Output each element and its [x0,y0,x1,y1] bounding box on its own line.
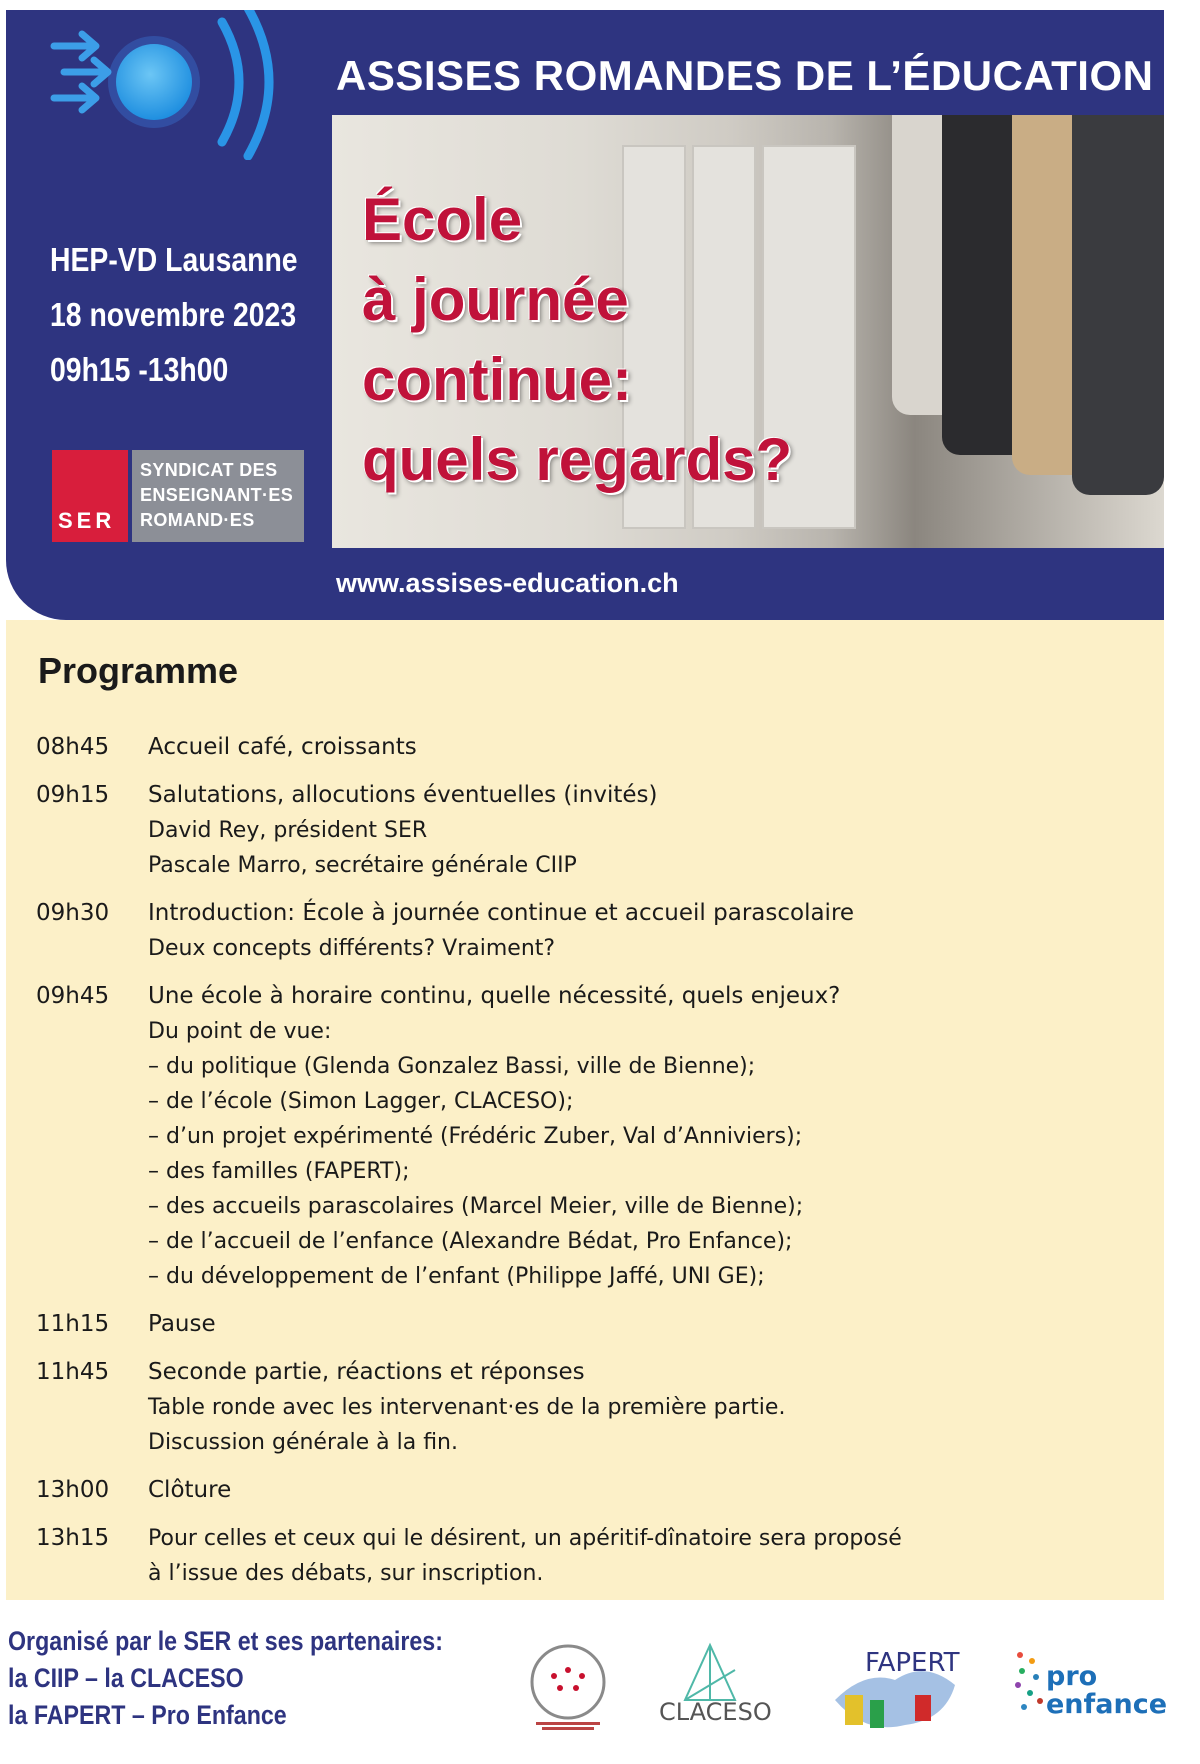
entry-time: 08h45 [36,734,110,760]
entry-heading: Seconde partie, réactions et réponses [148,1359,585,1385]
entry-detail-line: – de l’accueil de l’enfance (Alexandre Bédat, Pro Enfance); [148,1229,793,1254]
entry-detail-line: – des familles (FAPERT); [148,1159,410,1184]
entry-heading: Une école à horaire continu, quelle nécessité, quels enjeux? [148,983,841,1009]
entry-detail-line: Discussion générale à la fin. [148,1430,458,1455]
programme-section [6,620,1164,1600]
programme-list [36,730,1146,1604]
entry-body [148,896,1146,966]
pro-enfance-logo [1010,1645,1168,1735]
entry-detail-line: David Rey, président SER [148,818,428,843]
entry-body [148,730,1146,765]
entry-detail-line: Deux concepts différents? Vraiment? [148,936,556,961]
assises-logo-icon [46,10,316,160]
programme-entry [36,979,1146,1294]
entry-detail-line: Pour celles et ceux qui le désirent, un apéritif-dînatoire sera proposé [148,1526,902,1551]
entry-heading: Pause [148,1311,216,1337]
entry-time: 09h30 [36,900,110,926]
organizers-line3: la FAPERT – Pro Enfance [8,1700,287,1730]
entry-heading: Salutations, allocutions éventuelles (invités) [148,782,658,808]
fapert-logo-text: FAPERT [865,1648,960,1678]
ser-logo [52,450,304,542]
hero-photo [332,115,1164,548]
event-title-line: École [362,186,523,253]
organizers-text [8,1623,443,1734]
entry-time: 09h45 [36,983,110,1009]
entry-body [148,778,1146,883]
entry-heading: Introduction: École à journée continue et accueil parascolaire [148,900,855,926]
claceso-logo-text: CLACESO [659,1698,772,1726]
organizers-line2: la CIIP – la CLACESO [8,1663,244,1693]
entry-time: 09h15 [36,782,110,808]
event-title-line: quels regards? [362,426,793,493]
entry-detail-line: – d’un projet expérimenté (Frédéric Zuber, Val d’Anniviers); [148,1124,803,1149]
entry-detail-line: – des accueils parascolaires (Marcel Meier, ville de Bienne); [148,1194,804,1219]
entry-detail-line: Du point de vue: [148,1019,332,1044]
claceso-logo [655,1640,772,1730]
event-website-link[interactable]: www.assises-education.ch [336,568,679,598]
entry-body [148,979,1146,1294]
programme-title: Programme [38,650,239,691]
entry-time: 13h00 [36,1477,110,1503]
programme-entry [36,1473,1146,1508]
event-title [362,180,792,500]
entry-time: 13h15 [36,1525,110,1551]
entry-heading: Accueil café, croissants [148,734,417,760]
event-title-line: à journée [362,266,629,333]
entry-body [148,1355,1146,1460]
entry-detail-line: Table ronde avec les intervenant·es de la première partie. [148,1395,786,1420]
entry-detail-line: – de l’école (Simon Lagger, CLACESO); [148,1089,574,1114]
entry-time: 11h15 [36,1311,110,1337]
entry-detail-line: Pascale Marro, secrétaire générale CIIP [148,853,577,878]
pro-enfance-dots-icon [1010,1645,1050,1725]
programme-entry [36,730,1146,765]
fapert-logo [825,1640,965,1740]
programme-entry [36,778,1146,883]
ciip-logo-icon [522,1640,614,1732]
entry-body [148,1473,1146,1508]
programme-entry [36,896,1146,966]
entry-detail-line: – du développement de l’enfant (Philippe Jaffé, UNI GE); [148,1264,765,1289]
organizers-line1: Organisé par le SER et ses partenaires: [8,1626,443,1656]
photo-coat-puffer [1072,115,1164,495]
venue-date: 18 novembre 2023 [50,296,297,333]
entry-body [148,1307,1146,1342]
ser-logo-red-block [52,450,128,542]
ser-logo-line1: SYNDICAT DES [140,460,278,480]
ser-logo-grey-block [132,450,304,542]
entry-heading: Clôture [148,1477,232,1503]
event-title-line: continue: [362,346,632,413]
pro-enfance-logo-text: pro enfance [1046,1661,1168,1720]
entry-detail-line: à l’issue des débats, sur inscription. [148,1561,544,1586]
header-title: ASSISES ROMANDES DE L’ÉDUCATION [336,52,1154,99]
ser-logo-line2: ENSEIGNANT·ES [140,485,294,505]
venue-location: HEP-VD Lausanne [50,241,298,278]
entry-detail-line: – du politique (Glenda Gonzalez Bassi, ville de Bienne); [148,1054,756,1079]
event-venue-date [50,232,298,397]
entry-body [148,1521,1146,1591]
programme-entry [36,1355,1146,1460]
ser-logo-abbr: SER [58,508,116,533]
header-banner [6,10,1164,620]
entry-time: 11h45 [36,1359,110,1385]
programme-entry [36,1307,1146,1342]
venue-time: 09h15 -13h00 [50,351,229,388]
ser-logo-line3: ROMAND·ES [140,510,255,530]
programme-entry [36,1521,1146,1591]
